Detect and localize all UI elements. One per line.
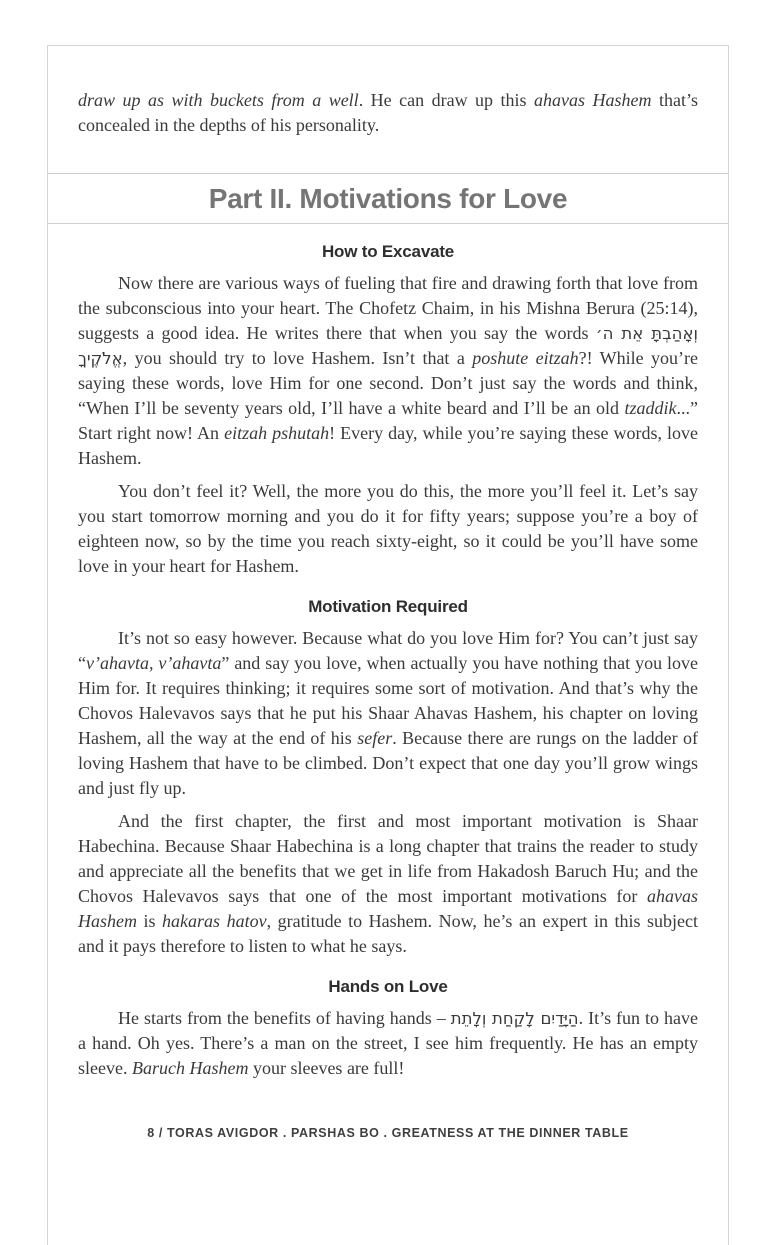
part-header-band: [48, 173, 728, 224]
intro-block: [48, 88, 728, 138]
body-paragraph: [78, 626, 698, 801]
italic-run: v’ahavta, v’ahavta: [86, 653, 222, 673]
text-run: , you should try to love Hashem. Isn’t that a: [122, 348, 473, 368]
body-paragraph: [78, 271, 698, 471]
italic-run: sefer: [357, 728, 393, 748]
section-heading: How to Excavate: [321, 242, 455, 261]
page-border-box: [47, 45, 729, 1245]
text-run: is: [137, 911, 163, 931]
italic-run: tzaddik: [624, 398, 677, 418]
italic-run: Baruch Hashem: [131, 1058, 249, 1078]
section-heading: Motivation Required: [308, 597, 468, 616]
text-run: , gratitude to Hashem. Now, he’s an expert in this subject and it pays therefore to listen to what he says.: [78, 911, 698, 956]
body-paragraph: [78, 809, 698, 959]
text-run: You don’t feel it? Well, the more you do this, the more you’ll feel it. Let’s say you start tomorrow morning and you do it for fifty years; suppose you’re a boy of eighteen now, so by the time you reach sixty-eight, so it could be you’ll have some love in your heart for Hashem.: [78, 481, 698, 576]
text-run: . Because there are rungs on the ladder of loving Hashem that have to be climbed. Don’t expect that one day you’ll grow wings and just fly up.: [78, 728, 698, 798]
italic-run: ahavas Hashem: [534, 90, 652, 110]
intro-paragraph: [78, 88, 698, 138]
page-footer: 8 / TORAS AVIGDOR . PARSHAS BO . GREATNESS AT THE DINNER TABLE: [147, 1126, 629, 1140]
italic-run: poshute eitzah: [472, 348, 579, 368]
italic-run: ahavas Hashem: [78, 886, 698, 931]
text-run: ! Every day, while you’re saying these words, love Hashem.: [78, 423, 698, 468]
text-run: And the first chapter, the first and most important motivation is Shaar Habechina. Because Shaar Habechina is a long chapter that trains the reader to study and appreciate all the benefits that we get in life from Hakadosh Baruch Hu; and the Chovos Halevavos says that one of the most important motivations for: [78, 811, 698, 906]
text-run: . It’s fun to have a hand. Oh yes. There’s a man on the street, I see him frequently. He has an empty sleeve.: [78, 1008, 698, 1078]
italic-run: eitzah pshutah: [224, 423, 330, 443]
hebrew-phrase: וְאָהַבְתָּ אֵת ה׳ אֱלֹקֶיךָ: [78, 324, 698, 368]
hebrew-phrase: הַיָּדַיִם לָקַחַת וְלָתֵת: [450, 1009, 579, 1028]
sections: [48, 242, 728, 1081]
text-run: ...” Start right now! An: [78, 398, 698, 443]
italic-run: draw up as with buckets from a well: [78, 90, 359, 110]
text-run: ?! While you’re saying these words, love Him for one second. Don’t just say the words and think, “When I’ll be seventy years old, I’ll have a white beard and I’ll be an old: [78, 348, 698, 418]
body-paragraph: [78, 1006, 698, 1081]
italic-run: hakaras hatov: [162, 911, 267, 931]
body-paragraph: [78, 479, 698, 579]
section-heading: Hands on Love: [328, 977, 448, 996]
text-run: Now there are various ways of fueling that fire and drawing forth that love from the subconscious into your heart. The Chofetz Chaim, in his Mishna Berura (25:14), suggests a good idea. He writes there that when you say the words: [78, 273, 698, 343]
text-run: It’s not so easy however. Because what do you love Him for? You can’t just say “: [78, 628, 698, 673]
text-run: your sleeves are full!: [248, 1058, 405, 1078]
text-run: ” and say you love, when actually you have nothing that you love Him for. It requires thinking; it requires some sort of motivation. And that’s why the Chovos Halevavos says that he put his Shaar Ahavas Hashem, his chapter on loving Hashem, all the way at the end of his: [78, 653, 698, 748]
text-run: that’s concealed in the depths of his personality.: [78, 90, 698, 135]
text-run: He starts from the benefits of having hands –: [118, 1008, 451, 1028]
text-run: . He can draw up this: [358, 90, 535, 110]
part-title: Part II. Motivations for Love: [208, 182, 568, 214]
